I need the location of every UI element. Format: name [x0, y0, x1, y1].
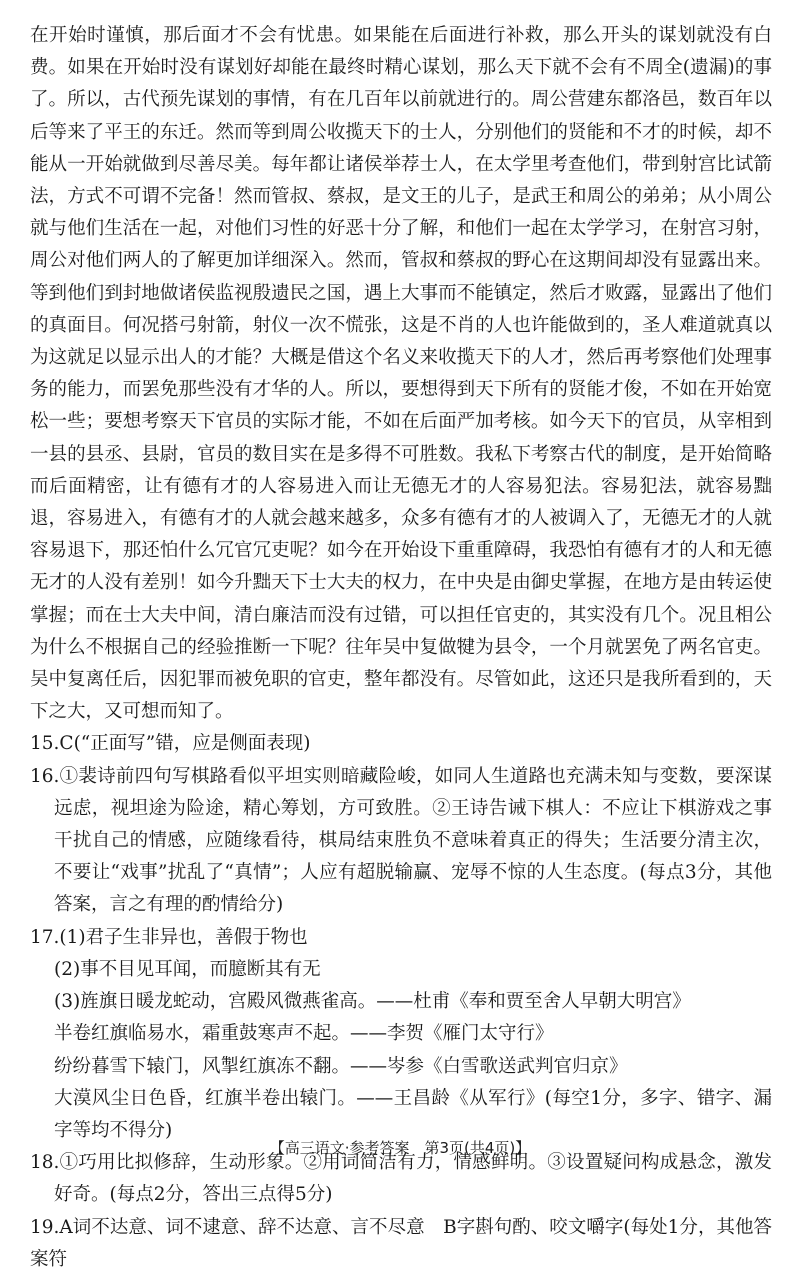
- translation-paragraph: 在开始时谨慎，那后面才不会有忧患。如果能在后面进行补救，那么开头的谋划就没有白费。如果在开始时没有谋划好却能在最终时精心谋划，那么天下就不会有不周全(遗漏)的事了。所以，古代预先谋划的事情，有在几百年以前就进行的。周公营建东都洛邑，数百年以后等来了平王的东迁。然而等到周公收揽天下的士人，分别他们的贤能和不才的时候，却不能从一开始就做到尽善尽美。每年都让诸侯举荐士人，在太学里考查他们，带到射宫比试箭法，方式不可谓不完备！然而管叔、蔡叔，是文王的儿子，是武王和周公的弟弟；从小周公就与他们生活在一起，对他们习性的好恶十分了解，和他们一起在太学学习，在射宫习射，周公对他们两人的了解更加详细深入。然而，管叔和蔡叔的野心在这期间却没有显露出来。等到他们到封地做诸侯监视殷遗民之国，遇上大事而不能镇定，然后才败露，显露出了他们的真面目。何况搭弓射箭，射仪一次不慌张，这是不肖的人也许能做到的，圣人难道就真以为这就足以显示出人的才能？大概是借这个名义来收揽天下的人才，然后再考察他们处理事务的能力，而罢免那些没有才华的人。所以，要想得到天下所有的贤能才俊，不如在开始宽松一些；要想考察天下官员的实际才能，不如在后面严加考核。如今天下的官员，从宰相到一县的县丞、县尉，官员的数目实在是多得不可胜数。我私下考察古代的制度，是开始简略而后面精密，让有德有才的人容易进入而让无德无才的人容易犯法。容易犯法，就容易黜退，容易进入，有德有才的人就会越来越多，众多有德有才的人被调入了，无德无才的人就容易退下，那还怕什么冗官冗吏呢？如今在开始设下重重障碍，我恐怕有德有才的人和无德无才的人没有差别！如今升黜天下士大夫的权力，在中央是由御史掌握，在地方是由转运使掌握；而在士大夫中间，清白廉洁而没有过错，可以担任官吏的，其实没有几个。况且相公为什么不根据自己的经验推断一下呢？往年吴中复做犍为县令，一个月就罢免了两名官吏。吴中复离任后，因犯罪而被免职的官吏，整年都没有。尽管如此，这还只是我所看到的，天下之大，又可想而知了。: [30, 25, 772, 723]
- answer-16: 16.①裴诗前四句写棋路看似平坦实则暗藏险峻，如同人生道路也充满未知与变数，要深谋远虑，视坦途为险途，精心筹划，方可致胜。②王诗告诫下棋人：不应让下棋游戏之事干扰自己的情感，应随缘看待，棋局结束胜负不意味着真正的得失；生活要分清主次，不要让“戏事”扰乱了“真情”；人应有超脱输赢、宠辱不惊的人生态度。(每点3分，其他答案，言之有理的酌情给分): [30, 765, 772, 916]
- answer-17-6: 大漠风尘日色昏，红旗半卷出辕门。——王昌龄《从军行》(每空1分，多字、错字、漏字等均不得分): [54, 1087, 772, 1141]
- answer-17-5: 纷纷暮雪下辕门，风掣红旗冻不翻。——岑参《白雪歌送武判官归京》: [54, 1055, 628, 1077]
- page-content: [30, 20, 772, 1276]
- answer-15: 15.C(“正面写”错，应是侧面表现): [30, 733, 311, 755]
- answer-17-1: 17.(1)君子生非异也，善假于物也: [30, 926, 308, 948]
- answer-17-2: (2)事不目见耳闻，而臆断其有无: [54, 958, 321, 980]
- page-footer: 【高三语文·参考答案 第3页(共4页)】: [269, 1139, 531, 1157]
- answer-18: 18.①巧用比拟修辞，生动形象。②用词简洁有力，情感鲜明。③设置疑问构成悬念，激发好奇。(每点2分，答出三点得5分): [30, 1152, 772, 1206]
- answer-17-3: (3)旌旗日暖龙蛇动，宫殿风微燕雀高。——杜甫《奉和贾至舍人早朝大明宫》: [54, 991, 691, 1013]
- answer-17-4: 半卷红旗临易水，霜重鼓寒声不起。——李贺《雁门太守行》: [54, 1023, 554, 1045]
- answer-19: 19.A词不达意、词不逮意、辞不达意、言不尽意 B字斟句酌、咬文嚼字(每处1分，其他答案符: [30, 1216, 772, 1270]
